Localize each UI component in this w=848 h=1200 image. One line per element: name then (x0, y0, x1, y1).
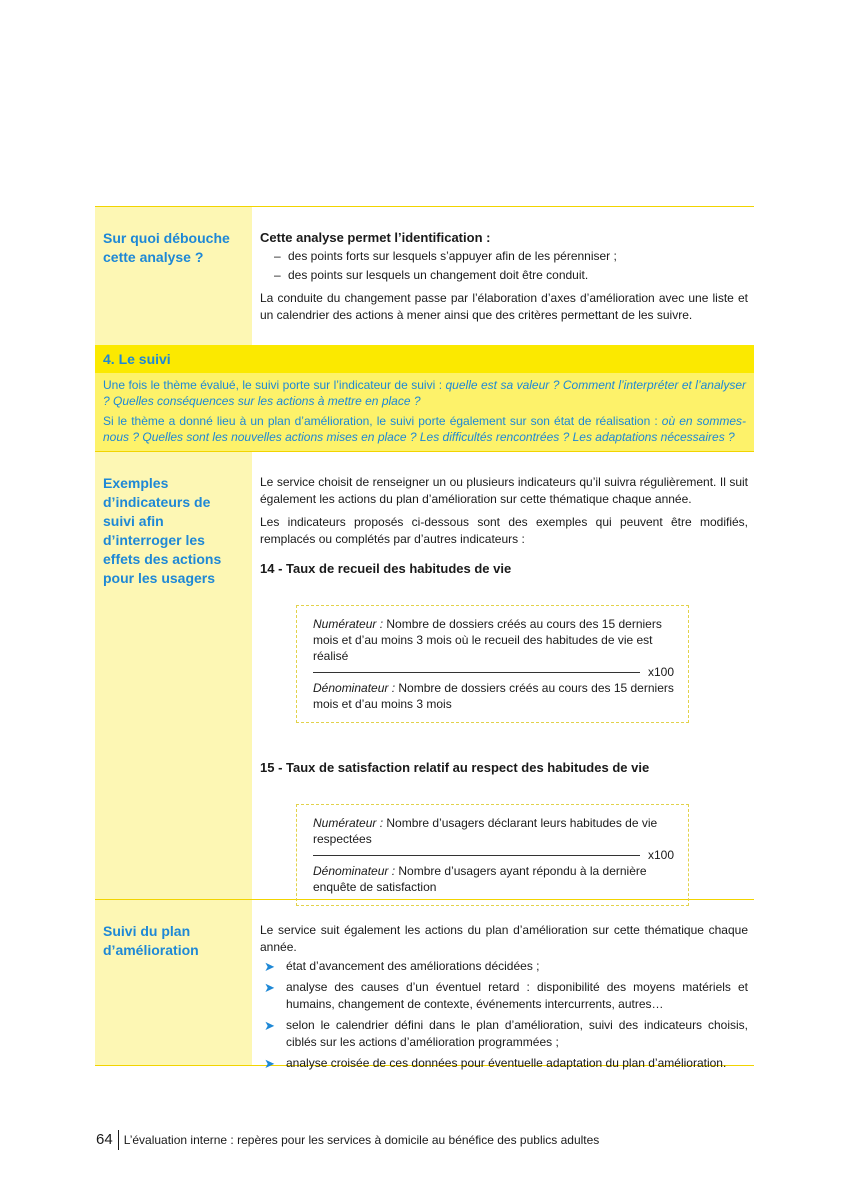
paragraph: La conduite du changement passe par l’élaboration d’axes d’amélioration avec une liste et un calendrier des actions à mener ainsi que des critères permettant de les suivre. (260, 291, 748, 322)
arrow-right-icon: ➤ (264, 980, 275, 995)
list-item: ➤ analyse croisée de ces données pour éventuelle adaptation du plan d’amélioration. (264, 1056, 727, 1071)
numerator-label: Numérateur : (313, 617, 384, 631)
fraction-bar (313, 855, 640, 856)
indicator-title: 15 - Taux de satisfaction relatif au respect des habitudes de vie (260, 760, 650, 775)
denominator-text: Nombre de dossiers créés au cours des 15 derniers mois et d’au moins 3 mois (313, 681, 674, 711)
document-body (95, 206, 754, 1071)
paragraph: Le service suit également les actions du plan d’amélioration sur cette thématique chaque année. (260, 923, 748, 954)
multiplier: x100 (647, 665, 674, 679)
paragraph: Le service choisit de renseigner un ou plusieurs indicateurs qu’il suivra régulièrement. Il suit également les actions du plan d’amélioration sur cette thématique chaque année. (260, 475, 748, 506)
dash-list (260, 248, 748, 284)
multiplier: x100 (647, 848, 674, 862)
formula-box (296, 605, 689, 723)
denominator-text: Nombre d’usagers ayant répondu à la dernière enquête de satisfaction (313, 864, 647, 894)
numerator-label: Numérateur : (313, 816, 384, 830)
footer-text: L’évaluation interne : repères pour les services à domicile au bénéfice des publics adultes (123, 1133, 600, 1147)
list-item: – des points forts sur lesquels s’appuyer afin de les pérenniser ; (288, 248, 748, 265)
list-item: – des points sur lesquels un changement doit être conduit. (288, 267, 748, 284)
list-item: ➤ analyse des causes d’un éventuel retard : disponibilité des moyens matériels et humains, changement de contexte, événements intercurrents, autres… (264, 980, 748, 1011)
paragraph: Si le thème a donné lieu à un plan d’amélioration, le suivi porte également sur son état de réalisation : où en sommes-nous ? Quelles sont les nouvelles actions mises en place ? Les difficultés rencontrées ? Les adaptations nécessaires ? (103, 414, 746, 444)
section-label: Exemples d’indicateurs de suivi afin d’interroger les effets des actions pour les usagers (95, 452, 252, 899)
list-item: ➤ selon le calendrier défini dans le plan d’amélioration, suivi des indicateurs choisis, ciblés sur les actions d’amélioration programmées ; (264, 1018, 748, 1049)
list-item: ➤ état d’avancement des améliorations décidées ; (264, 959, 540, 974)
section-analysis-outcome (95, 206, 754, 345)
numerator-text: Nombre de dossiers créés au cours des 15 derniers mois et d’au moins 3 mois où le recueil des habitudes de vie est réalisé (313, 617, 662, 663)
section-title: Cette analyse permet l’identification : (260, 230, 491, 245)
paragraph: Une fois le thème évalué, le suivi porte sur l’indicateur de suivi : quelle est sa valeur ? Comment l’interpréter et l’analyser ? Quelles conséquences sur les actions à mettre en place ? (103, 378, 746, 408)
section-label: Suivi du plan d’amélioration (95, 900, 252, 1065)
section-label: Sur quoi débouche cette analyse ? (95, 207, 252, 345)
section-le-suivi (95, 345, 754, 451)
numerator-text: Nombre d’usagers déclarant leurs habitudes de vie respectées (313, 816, 658, 846)
indicator-title: 14 - Taux de recueil des habitudes de vie (260, 561, 512, 576)
arrow-right-icon: ➤ (264, 1056, 275, 1071)
arrow-right-icon: ➤ (264, 959, 275, 974)
page-footer (96, 1130, 599, 1150)
section-improvement-plan (95, 899, 754, 1071)
paragraph: Les indicateurs proposés ci-dessous sont des exemples qui peuvent être modifiés, remplacés ou complétés par d’autres indicateurs : (260, 515, 748, 546)
section-heading: 4. Le suivi (95, 345, 754, 373)
denominator-label: Dénominateur : (313, 681, 396, 695)
arrow-list (260, 958, 748, 1072)
page-number: 64 (96, 1130, 119, 1150)
fraction-bar (313, 672, 640, 673)
section-indicators (95, 451, 754, 899)
arrow-right-icon: ➤ (264, 1018, 275, 1033)
denominator-label: Dénominateur : (313, 864, 396, 878)
formula-box (296, 804, 689, 906)
